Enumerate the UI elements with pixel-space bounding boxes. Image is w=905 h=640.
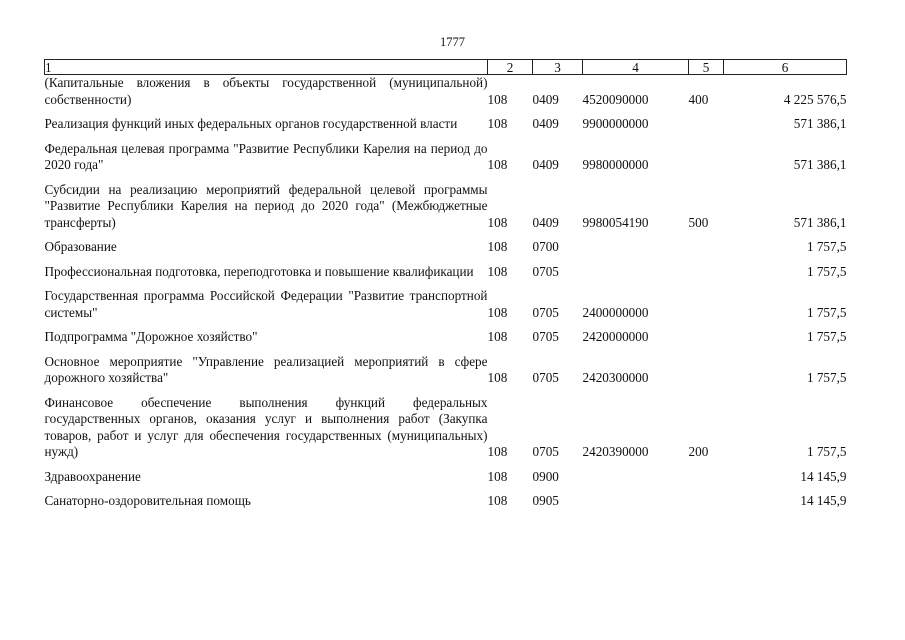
row-admin-code: 108 — [487, 157, 508, 172]
row-section-code: 0409 — [532, 116, 559, 131]
row-target-code — [583, 469, 689, 494]
row-amount: 4 225 576,5 — [783, 91, 847, 107]
row-name: Основное мероприятие "Управление реализацией мероприятий в сфере дорожного хозяйства" — [44, 353, 488, 385]
header-col-1: 1 — [45, 60, 488, 75]
row-admin-code: 108 — [487, 116, 508, 131]
table-row — [45, 354, 847, 395]
row-admin-code: 108 — [487, 239, 508, 254]
table-row — [45, 395, 847, 469]
row-section-code: 0705 — [532, 329, 559, 344]
row-target-code: 9980054190 — [582, 214, 649, 230]
row-admin-code: 108 — [487, 444, 508, 459]
row-section-code: 0409 — [532, 214, 559, 230]
table-row — [45, 75, 847, 117]
row-target-code — [583, 264, 689, 289]
row-amount: 571 386,1 — [793, 157, 847, 172]
row-expense-type — [689, 116, 724, 141]
row-amount: 1 757,5 — [806, 263, 847, 279]
table-header-row — [45, 60, 847, 75]
table-row — [45, 493, 847, 518]
row-section-code: 0700 — [532, 239, 559, 254]
row-name: Образование — [44, 239, 117, 254]
row-admin-code: 108 — [487, 304, 508, 320]
row-target-code: 2420300000 — [582, 370, 649, 385]
row-expense-type — [689, 264, 724, 289]
row-name: Подпрограмма "Дорожное хозяйство" — [44, 329, 258, 344]
table-row — [45, 182, 847, 240]
row-name: Здравоохранение — [44, 468, 141, 484]
row-amount: 571 386,1 — [793, 116, 847, 131]
table-row — [45, 141, 847, 182]
row-amount: 1 757,5 — [806, 239, 847, 254]
row-expense-type: 200 — [688, 444, 709, 459]
table-row — [45, 264, 847, 289]
row-expense-type: 500 — [688, 214, 709, 230]
page-number: 1777 — [440, 35, 465, 49]
row-expense-type — [689, 239, 724, 264]
row-name: Финансовое обеспечение выполнения функций федеральных государственных органов, оказания услуг и выполнения работ (Закупка товаров, работ и услуг для обеспечения государственных (муниципальных) нужд) — [44, 394, 488, 459]
row-name: Федеральная целевая программа "Развитие Республики Карелия на период до 2020 года" — [44, 140, 488, 172]
row-expense-type — [689, 141, 724, 182]
header-col-4: 4 — [583, 60, 689, 75]
row-amount: 1 757,5 — [806, 329, 847, 344]
header-col-6: 6 — [724, 60, 847, 75]
row-target-code: 2400000000 — [582, 304, 649, 320]
row-name: Субсидии на реализацию мероприятий федеральной целевой программы "Развитие Республики Карелия на период до 2020 года" (Межбюджетные трансферты) — [44, 181, 488, 230]
row-amount: 14 145,9 — [800, 468, 847, 484]
row-amount: 1 757,5 — [806, 444, 847, 459]
header-col-2: 2 — [488, 60, 533, 75]
row-target-code — [583, 493, 689, 518]
row-expense-type — [689, 288, 724, 329]
row-target-code: 2420390000 — [582, 444, 649, 459]
row-target-code: 9900000000 — [582, 116, 649, 131]
row-section-code: 0900 — [532, 468, 559, 484]
row-section-code: 0905 — [532, 493, 559, 508]
row-admin-code: 108 — [487, 370, 508, 385]
row-name: Профессиональная подготовка, переподготовка и повышение квалификации — [44, 263, 474, 279]
row-admin-code: 108 — [487, 329, 508, 344]
row-admin-code: 108 — [487, 91, 508, 107]
row-amount: 571 386,1 — [793, 214, 847, 230]
table-row — [45, 469, 847, 494]
row-amount: 1 757,5 — [806, 304, 847, 320]
row-admin-code: 108 — [487, 468, 508, 484]
row-amount: 1 757,5 — [806, 370, 847, 385]
row-target-code — [583, 239, 689, 264]
table-row — [45, 288, 847, 329]
row-expense-type: 400 — [688, 91, 709, 107]
row-section-code: 0705 — [532, 263, 559, 279]
row-expense-type — [689, 354, 724, 395]
row-section-code: 0409 — [532, 157, 559, 172]
table-row — [45, 329, 847, 354]
row-name: Государственная программа Российской Федерации "Развитие транспортной системы" — [44, 288, 488, 320]
header-col-3: 3 — [533, 60, 583, 75]
row-expense-type — [689, 329, 724, 354]
row-target-code: 2420000000 — [582, 329, 649, 344]
row-section-code: 0705 — [532, 444, 559, 459]
row-name: Реализация функций иных федеральных органов государственной власти — [44, 116, 458, 131]
row-expense-type — [689, 469, 724, 494]
budget-table — [44, 59, 847, 518]
row-section-code: 0705 — [532, 370, 559, 385]
row-admin-code: 108 — [487, 214, 508, 230]
row-admin-code: 108 — [487, 493, 508, 508]
row-expense-type — [689, 493, 724, 518]
table-row — [45, 116, 847, 141]
header-col-5: 5 — [689, 60, 724, 75]
row-target-code: 4520090000 — [582, 91, 649, 107]
table-row — [45, 239, 847, 264]
row-section-code: 0409 — [532, 91, 559, 107]
row-admin-code: 108 — [487, 263, 508, 279]
row-section-code: 0705 — [532, 304, 559, 320]
row-target-code: 9980000000 — [582, 157, 649, 172]
row-amount: 14 145,9 — [800, 493, 847, 508]
row-name: Санаторно-оздоровительная помощь — [44, 493, 251, 508]
budget-table-body — [45, 60, 847, 518]
row-name: (Капитальные вложения в объекты государственной (муниципальной) собственности) — [44, 75, 488, 107]
